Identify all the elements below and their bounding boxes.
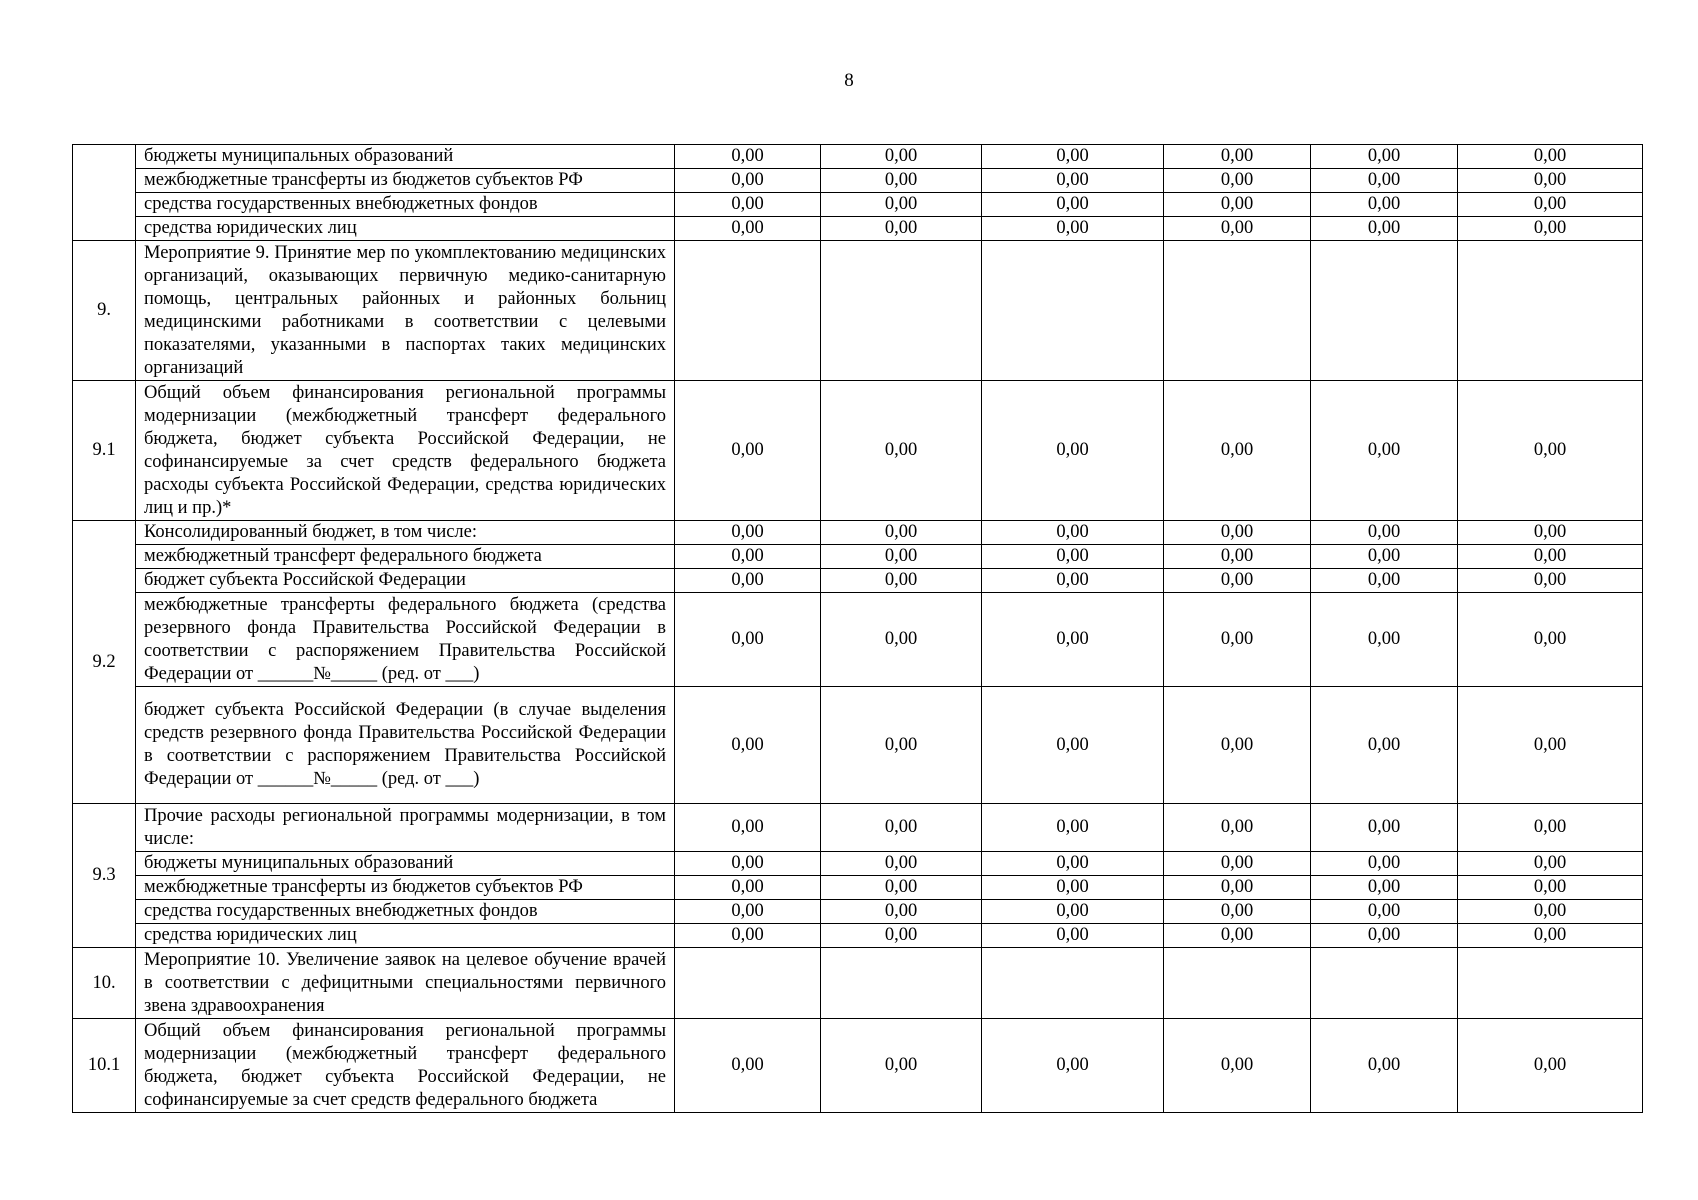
description-cell: межбюджетный трансферт федерального бюджета	[136, 545, 675, 569]
value-cell: 0,00	[675, 193, 821, 217]
value-cell	[1458, 948, 1643, 1019]
description-cell: бюджеты муниципальных образований	[136, 145, 675, 169]
value-cell: 0,00	[982, 876, 1164, 900]
value-cell: 0,00	[1458, 876, 1643, 900]
value-cell: 0,00	[1311, 852, 1458, 876]
value-cell: 0,00	[1164, 145, 1311, 169]
financing-table-body	[73, 145, 1643, 1113]
row-number-cell	[73, 145, 136, 241]
value-cell: 0,00	[1164, 593, 1311, 687]
value-cell: 0,00	[821, 381, 982, 521]
value-cell: 0,00	[1164, 804, 1311, 852]
value-cell: 0,00	[821, 169, 982, 193]
description-cell: межбюджетные трансферты из бюджетов субъектов РФ	[136, 169, 675, 193]
description-cell: межбюджетные трансферты федерального бюджета (средства резервного фонда Правительства Российской Федерации в соответствии с распоряжением Правительства Российской Федерации от ______№_____ (ред. от ___)	[136, 593, 675, 687]
value-cell	[1458, 241, 1643, 381]
value-cell: 0,00	[675, 217, 821, 241]
value-cell: 0,00	[1311, 193, 1458, 217]
table-row	[73, 593, 1643, 687]
value-cell: 0,00	[1164, 193, 1311, 217]
value-cell: 0,00	[982, 521, 1164, 545]
description-cell: Мероприятие 10. Увеличение заявок на целевое обучение врачей в соответствии с дефицитными специальностями первичного звена здравоохранения	[136, 948, 675, 1019]
value-cell: 0,00	[1311, 876, 1458, 900]
value-cell: 0,00	[1311, 593, 1458, 687]
value-cell: 0,00	[821, 900, 982, 924]
value-cell: 0,00	[982, 145, 1164, 169]
value-cell: 0,00	[821, 545, 982, 569]
table-row	[73, 545, 1643, 569]
value-cell: 0,00	[821, 521, 982, 545]
description-cell: средства государственных внебюджетных фондов	[136, 193, 675, 217]
value-cell: 0,00	[675, 900, 821, 924]
row-number-cell: 10.	[73, 948, 136, 1019]
value-cell	[1311, 241, 1458, 381]
value-cell: 0,00	[982, 593, 1164, 687]
description-cell: средства государственных внебюджетных фондов	[136, 900, 675, 924]
value-cell: 0,00	[675, 545, 821, 569]
table-row	[73, 521, 1643, 545]
row-number-cell: 10.1	[73, 1019, 136, 1113]
row-number-cell: 9.2	[73, 521, 136, 804]
value-cell: 0,00	[675, 521, 821, 545]
value-cell	[1164, 948, 1311, 1019]
value-cell: 0,00	[1311, 569, 1458, 593]
value-cell: 0,00	[982, 193, 1164, 217]
value-cell: 0,00	[1164, 381, 1311, 521]
table-row	[73, 169, 1643, 193]
row-number-cell: 9.1	[73, 381, 136, 521]
value-cell: 0,00	[821, 593, 982, 687]
table-row	[73, 924, 1643, 948]
value-cell	[1311, 948, 1458, 1019]
value-cell	[821, 241, 982, 381]
value-cell: 0,00	[1311, 1019, 1458, 1113]
value-cell: 0,00	[1164, 569, 1311, 593]
table-row	[73, 804, 1643, 852]
description-cell: бюджет субъекта Российской Федерации	[136, 569, 675, 593]
table-row	[73, 381, 1643, 521]
value-cell: 0,00	[982, 924, 1164, 948]
value-cell: 0,00	[821, 145, 982, 169]
table-row	[73, 145, 1643, 169]
page-number: 8	[844, 70, 854, 91]
description-cell: межбюджетные трансферты из бюджетов субъектов РФ	[136, 876, 675, 900]
description-cell: Мероприятие 9. Принятие мер по укомплектованию медицинских организаций, оказывающих первичную медико-санитарную помощь, центральных районных и районных больниц медицинскими работниками в соответствии с целевыми показателями, указанными в паспортах таких медицинских организаций	[136, 241, 675, 381]
description-cell: бюджет субъекта Российской Федерации (в случае выделения средств резервного фонда Правительства Российской Федерации в соответствии с распоряжением Правительства Российской Федерации от ______№_____ (ред. от ___)	[136, 687, 675, 804]
value-cell: 0,00	[675, 852, 821, 876]
description-cell: Общий объем финансирования региональной программы модернизации (межбюджетный трансферт федерального бюджета, бюджет субъекта Российской Федерации, не софинансируемые за счет средств федерального бюджета	[136, 1019, 675, 1113]
value-cell: 0,00	[1311, 169, 1458, 193]
value-cell: 0,00	[1311, 381, 1458, 521]
description-cell: Прочие расходы региональной программы модернизации, в том числе:	[136, 804, 675, 852]
description-cell: бюджеты муниципальных образований	[136, 852, 675, 876]
value-cell: 0,00	[821, 1019, 982, 1113]
value-cell: 0,00	[821, 876, 982, 900]
description-cell: средства юридических лиц	[136, 217, 675, 241]
value-cell: 0,00	[1164, 900, 1311, 924]
value-cell: 0,00	[675, 876, 821, 900]
value-cell: 0,00	[1458, 852, 1643, 876]
value-cell: 0,00	[1458, 569, 1643, 593]
value-cell: 0,00	[1311, 804, 1458, 852]
value-cell: 0,00	[675, 569, 821, 593]
description-cell: средства юридических лиц	[136, 924, 675, 948]
table-row	[73, 852, 1643, 876]
value-cell	[982, 241, 1164, 381]
value-cell: 0,00	[1164, 924, 1311, 948]
value-cell: 0,00	[1311, 521, 1458, 545]
value-cell: 0,00	[821, 804, 982, 852]
value-cell: 0,00	[982, 381, 1164, 521]
value-cell: 0,00	[1164, 687, 1311, 804]
table-row	[73, 900, 1643, 924]
value-cell: 0,00	[1458, 900, 1643, 924]
value-cell: 0,00	[1458, 381, 1643, 521]
value-cell: 0,00	[982, 687, 1164, 804]
value-cell: 0,00	[1164, 876, 1311, 900]
value-cell: 0,00	[982, 804, 1164, 852]
value-cell	[675, 241, 821, 381]
table-row	[73, 687, 1643, 804]
financing-table	[72, 144, 1643, 1113]
value-cell: 0,00	[1311, 145, 1458, 169]
value-cell: 0,00	[982, 545, 1164, 569]
value-cell: 0,00	[675, 381, 821, 521]
value-cell: 0,00	[1458, 217, 1643, 241]
table-row	[73, 193, 1643, 217]
value-cell: 0,00	[675, 687, 821, 804]
value-cell: 0,00	[821, 687, 982, 804]
value-cell: 0,00	[1458, 193, 1643, 217]
value-cell: 0,00	[675, 924, 821, 948]
table-row	[73, 1019, 1643, 1113]
table-row	[73, 876, 1643, 900]
value-cell: 0,00	[1164, 521, 1311, 545]
value-cell: 0,00	[982, 900, 1164, 924]
value-cell	[675, 948, 821, 1019]
value-cell: 0,00	[1164, 545, 1311, 569]
value-cell: 0,00	[982, 169, 1164, 193]
value-cell: 0,00	[821, 924, 982, 948]
value-cell: 0,00	[1458, 593, 1643, 687]
value-cell: 0,00	[1458, 1019, 1643, 1113]
row-number-cell: 9.3	[73, 804, 136, 948]
value-cell: 0,00	[821, 569, 982, 593]
value-cell: 0,00	[675, 145, 821, 169]
table-row	[73, 241, 1643, 381]
value-cell: 0,00	[675, 593, 821, 687]
value-cell: 0,00	[821, 193, 982, 217]
value-cell: 0,00	[1458, 804, 1643, 852]
value-cell: 0,00	[982, 1019, 1164, 1113]
value-cell: 0,00	[982, 852, 1164, 876]
table-row	[73, 569, 1643, 593]
table-row	[73, 948, 1643, 1019]
value-cell: 0,00	[982, 569, 1164, 593]
value-cell: 0,00	[1311, 924, 1458, 948]
value-cell: 0,00	[821, 852, 982, 876]
value-cell: 0,00	[1164, 169, 1311, 193]
value-cell	[1164, 241, 1311, 381]
value-cell: 0,00	[1311, 545, 1458, 569]
value-cell: 0,00	[1164, 1019, 1311, 1113]
value-cell: 0,00	[1164, 217, 1311, 241]
value-cell: 0,00	[1311, 217, 1458, 241]
value-cell: 0,00	[982, 217, 1164, 241]
value-cell: 0,00	[1458, 521, 1643, 545]
value-cell: 0,00	[1458, 169, 1643, 193]
description-cell: Консолидированный бюджет, в том числе:	[136, 521, 675, 545]
value-cell	[821, 948, 982, 1019]
value-cell: 0,00	[821, 217, 982, 241]
value-cell: 0,00	[1458, 924, 1643, 948]
value-cell	[982, 948, 1164, 1019]
value-cell: 0,00	[675, 1019, 821, 1113]
value-cell: 0,00	[675, 804, 821, 852]
table-row	[73, 217, 1643, 241]
description-cell: Общий объем финансирования региональной программы модернизации (межбюджетный трансферт федерального бюджета, бюджет субъекта Российской Федерации, не софинансируемые за счет средств федерального бюджета расходы субъекта Российской Федерации, средства юридических лиц и пр.)*	[136, 381, 675, 521]
value-cell: 0,00	[1458, 687, 1643, 804]
value-cell: 0,00	[1164, 852, 1311, 876]
value-cell: 0,00	[1458, 545, 1643, 569]
value-cell: 0,00	[1458, 145, 1643, 169]
row-number-cell: 9.	[73, 241, 136, 381]
value-cell: 0,00	[1311, 687, 1458, 804]
value-cell: 0,00	[675, 169, 821, 193]
value-cell: 0,00	[1311, 900, 1458, 924]
